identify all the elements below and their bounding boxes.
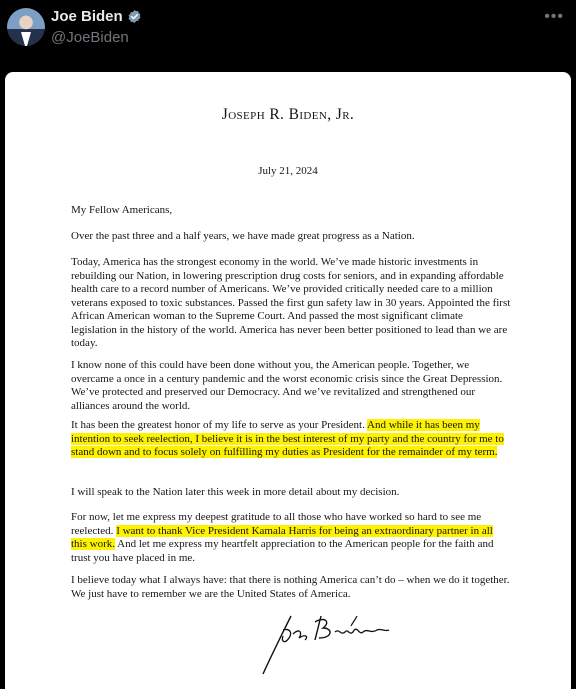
letter-image[interactable] xyxy=(5,72,571,689)
more-options-icon[interactable]: ••• xyxy=(544,8,564,25)
signature xyxy=(253,602,413,687)
salutation: My Fellow Americans, xyxy=(71,204,173,216)
author-name-row[interactable] xyxy=(51,8,142,25)
highlighted-passage: And while it has been my intention to seek reelection, I believe it is in the best interest of my party and the country for me to stand down and to focus solely on fulfilling my duties as President for the remainder of my term. xyxy=(71,419,504,458)
tweet-header xyxy=(0,0,576,70)
paragraph-1: Over the past three and a half years, we have made great progress as a Nation. xyxy=(71,230,415,242)
avatar[interactable] xyxy=(7,8,45,46)
paragraph-4-text: It has been the greatest honor of my life to serve as your President. xyxy=(71,419,368,431)
highlighted-passage: I want to thank Vice President Kamala Harris for being an extraordinary partner in all this work. xyxy=(71,524,493,550)
paragraph-7: I believe today what I always have: that there is nothing America can’t do – when we do it together. We just have to remember we are the United States of America. xyxy=(71,574,510,600)
letterhead-text: Joseph R. Biden, Jr. xyxy=(221,106,355,123)
paragraph-6-text-b: And let me express my heartfelt appreciation to the American people for the faith and trust you have placed in me. xyxy=(71,538,494,564)
paragraph-2: Today, America has the strongest economy in the world. We’ve made historic investments in rebuilding our Nation, in lowering prescription drug costs for seniors, and in expanding affordable health care to a record number of Americans. We’ve provided critically needed care to a million veterans exposed to toxic substances. Passed the first gun safety law in 30 years. Appointed the first African American woman to the Supreme Court. And passed the most significant climate legislation in the history of the world. America has never been better positioned to lead than we are today. xyxy=(71,256,511,349)
paragraph-4 xyxy=(71,419,511,460)
paragraph-3: I know none of this could have been done without you, the American people. Together, we overcame a once in a century pandemic and the worst economic crisis since the Great Depression. We’ve protected and preserved our Democracy. And we’ve revitalized and strengthened our alliances around the world. xyxy=(71,359,503,412)
letterhead xyxy=(5,106,571,124)
paragraph-5: I will speak to the Nation later this week in more detail about my decision. xyxy=(71,486,400,498)
verified-badge-icon xyxy=(127,9,142,24)
author-name[interactable]: Joe Biden xyxy=(51,8,123,25)
paragraph-6 xyxy=(71,511,511,565)
author-handle[interactable]: @JoeBiden xyxy=(51,29,129,46)
paragraph-6-text-a: For now, let me express my deepest gratitude to all those who have worked so hard to see me reelected. xyxy=(71,511,482,537)
letter-date: July 21, 2024 xyxy=(258,165,318,177)
